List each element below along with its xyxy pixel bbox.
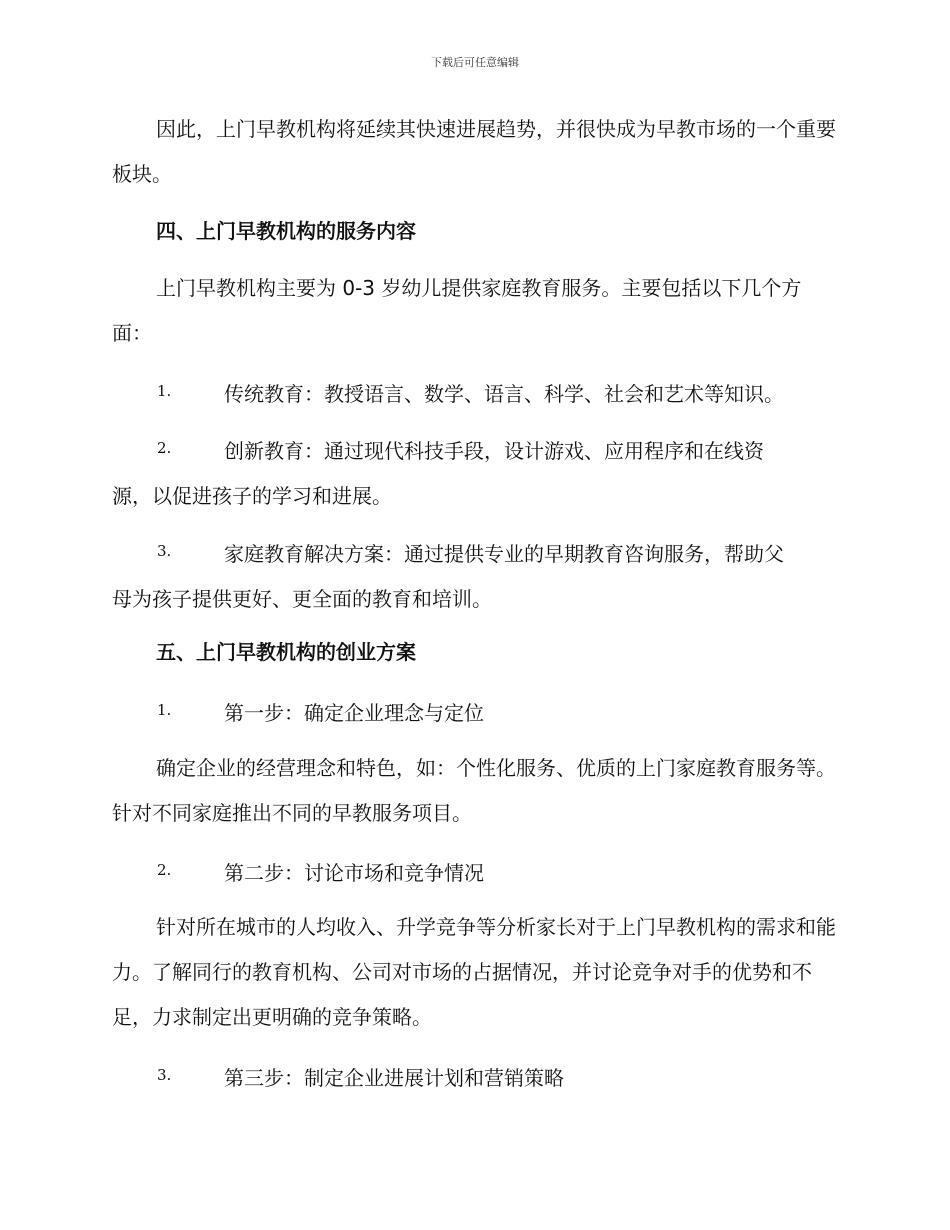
intro-paragraph: 因此，上门早教机构将延续其快速进展趋势，并很快成为早教市场的一个重要板块。 xyxy=(112,117,836,186)
service-item-1-text: 传统教育：教授语言、数学、语言、科学、社会和艺术等知识。 xyxy=(224,382,784,406)
service-item-3-text: 家庭教育解决方案：通过提供专业的早期教育咨询服务，帮助父 xyxy=(224,542,784,566)
step-2-number: 2. xyxy=(157,861,172,879)
step-2-description: 针对所在城市的人均收入、升学竞争等分析家长对于上门早教机构的需求和能力。了解同行的教育机构、公司对市场的占据情况，并讨论竞争对手的优势和不足，力求制定出更明确的竞争策略。 xyxy=(112,915,836,1029)
service-item-3-continuation: 母为孩子提供更好、更全面的教育和培训。 xyxy=(112,587,492,611)
service-item-3-number: 3. xyxy=(157,542,172,560)
section-heading-5: 五、上门早教机构的创业方案 xyxy=(156,640,416,664)
page-header: 下载后可任意编辑 xyxy=(431,56,519,69)
service-item-2-number: 2. xyxy=(157,439,172,457)
step-3-title: 第三步：制定企业进展计划和营销策略 xyxy=(224,1066,564,1090)
service-item-2-text: 创新教育：通过现代科技手段，设计游戏、应用程序和在线资 xyxy=(224,439,764,463)
step-2-title: 第二步：讨论市场和竞争情况 xyxy=(224,861,484,885)
service-item-1-number: 1. xyxy=(157,382,172,400)
service-item-2-continuation: 源，以促进孩子的学习和进展。 xyxy=(112,484,392,508)
step-3-number: 3. xyxy=(157,1066,172,1084)
step-1-number: 1. xyxy=(157,701,172,719)
services-intro-paragraph: 上门早教机构主要为 0-3 岁幼儿提供家庭教育服务。主要包括以下几个方面： xyxy=(112,276,802,345)
step-1-title: 第一步：确定企业理念与定位 xyxy=(224,701,484,725)
step-1-description: 确定企业的经营理念和特色，如：个性化服务、优质的上门家庭教育服务等。针对不同家庭推出不同的早教服务项目。 xyxy=(112,756,836,825)
section-heading-4: 四、上门早教机构的服务内容 xyxy=(156,219,416,243)
